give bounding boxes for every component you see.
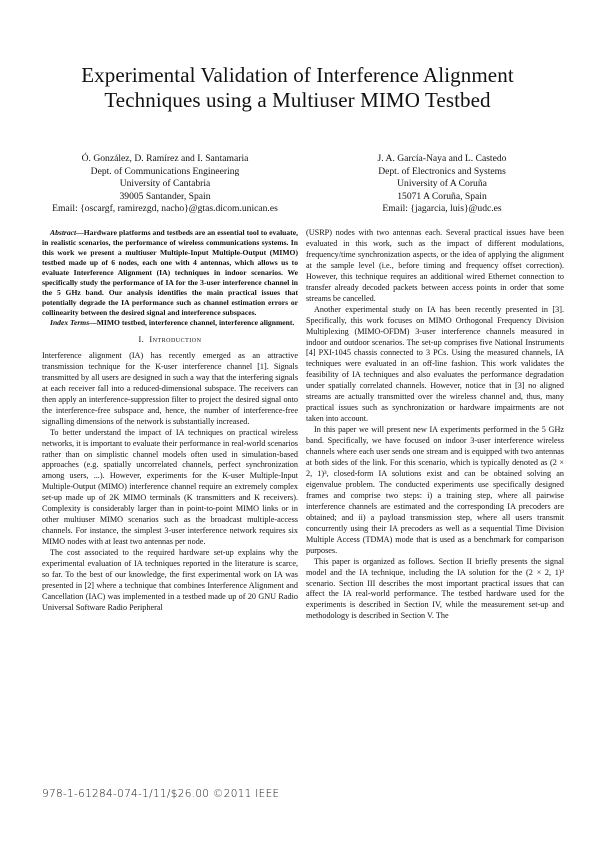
paragraph: This paper is organized as follows. Section II briefly presents the signal model and the IA technique, including the IA solution for the (2 × 2, 1)³ scenario. Section III describes the most important practical issues that can affect the IA real-world performance. The testbed hardware used for the experiments is described in Section IV, while the measurement set-up and methodology is described in Section V. The [306,556,564,621]
right-column [306,228,564,622]
paragraph: The cost associated to the required hardware set-up explains why the experimental evaluation of IA techniques reported in the literature is scarce, so far. To the best of our knowledge, the first experimental work on IA was presented in [2] where a technique that combines Interference Alignment and Cancellation (IAC) was implemented in a testbed made up of 20 GNU Radio Universal Software Radio Peripheral [42,548,298,612]
index-terms [42,318,298,328]
author-email: Email: {oscargf, ramirezgd, nacho}@gtas.dicom.unican.es [52,203,278,215]
title-line-1: Experimental Validation of Interference Alignment [81,63,514,87]
paragraph: (USRP) nodes with two antennas each. Several practical issues have been evaluated in this work, such as the impact of different modulations, frequency/time synchronization aspects, or the idea of applying the alignment at the sample level (i.e., before timing and frequency offset correction). However, this technique requires an additional wired Ethernet connection to transfer already decoded packets between access points in order that some streams be cancelled. [306,228,564,303]
author-univ: University of A Coruña [397,178,487,190]
author-names: Ó. González, D. Ramírez and I. Santamaria [81,153,249,164]
section-number: I. [138,335,145,344]
index-terms-text: —MIMO testbed, interference channel, interference alignment. [89,318,295,327]
left-column [42,228,298,614]
author-block-left [15,153,315,216]
abstract [42,228,298,318]
paragraph: Another experimental study on IA has been recently presented in [3]. Specifically, this work focuses on MIMO Orthogonal Frequency Division Multiplexing (MIMO-OFDM) 3-user interference channels measured in indoor and outdoor scenarios. The set-up comprises five National Instruments [4] PXI-1045 chassis connected to 3 PCs. Using the measured channels, IA techniques were evaluated in an off-line fashion. This work validates the feasibility of IA techniques and also evaluates the performance degradation under spatially correlated channels. However, notice that in [3] no aligned streams are actually transmitted over the wireless channel and, thus, many practical issues such as synchronization or hardware impairments are not taken into account. [306,304,564,424]
copyright-footer: 978-1-61284-074-1/11/$26.00 ©2011 IEEE [42,788,280,800]
author-dept: Dept. of Electronics and Systems [378,165,506,177]
index-terms-label: Index Terms [50,318,90,327]
section-title: Introduction [149,335,202,344]
author-univ: University of Cantabria [119,178,211,190]
abstract-label: Abstract [50,228,77,237]
section-heading [42,335,298,346]
paragraph: In this paper we will present new IA experiments performed in the 5 GHz band. Specifically, we have focused on indoor 3-user interference wireless channels where each user sends one stream and is equipped with two antennas at both sides of the link. For this scenario, which is typically denoted as (2 × 2, 1)³, closed-form IA solutions exist and can be obtained solving an eigenvalue problem. The conducted experiments use specifically designed frames and comprise two steps: i) a training step, where all pairwise interference channels are estimated and the corresponding IA precoders are obtained; and ii) a payload transmission step, where all users transmit concurrently using their IA precoders as well as a sequential Time Division Multiple Access (TDMA) mode that is used as a benchmark for comparison purposes. [306,425,564,555]
paragraph: Interference alignment (IA) has recently emerged as an attractive transmission technique for the K-user interference channel [1]. Signals transmitted by all users are designed in such a way that the interfering signals at each receiver fall into a reduced-dimensional subspace. The receivers can then apply an interference-suppression filter to project the desired signal onto the interference-free subspace and, hence, the number of interference-free signalling dimensions of the network is substantially increased. [42,350,298,426]
author-city: 15071 A Coruña, Spain [397,190,487,202]
author-email: Email: {jagarcia, luis}@udc.es [382,203,502,215]
title-line-2: Techniques using a Multiuser MIMO Testbed [104,88,491,112]
author-dept: Dept. of Communications Engineering [90,165,240,177]
author-names: J. A. García-Naya and L. Castedo [377,153,507,164]
paragraph: To better understand the impact of IA techniques on practical wireless networks, it is important to evaluate their performance in real-world scenarios rather than on simplistic channel models often used in simulation-based approaches (e.g. spatially uncorrelated channels, perfect synchronization among users, ...). However, experiments for the K-user Multiple-Input Multiple-Output (MIMO) interference channel require an extremely complex set-up made up of 2K MIMO terminals (K transmitters and K receivers). Complexity is considerably larger than in point-to-point MIMO links or in other multiuser MIMO scenarios such as the broadcast multiple-access channels. For instance, the simplest 3-user interference network requires six MIMO nodes with at least two antennas per node. [42,427,298,547]
paper-title [30,63,565,113]
abstract-text: —Hardware platforms and testbeds are an essential tool to evaluate, in realistic scenarios, the performance of wireless communications systems. In this work we present a multiuser Multiple-Input Multiple-Output (MIMO) testbed made up of 6 nodes, each one with 4 antennas, which allows us to evaluate Interference Alignment (IA) techniques in indoor scenarios. We specifically study the performance of IA for the 3-user interference channel in the 5 GHz band. Our analysis identifies the main practical issues that potentially degrade the IA performance such as channel estimation errors or collinearity between the desired signal and interference subspaces. [42,228,298,317]
author-city: 39005 Santander, Spain [119,190,211,202]
author-block-right [297,153,587,216]
